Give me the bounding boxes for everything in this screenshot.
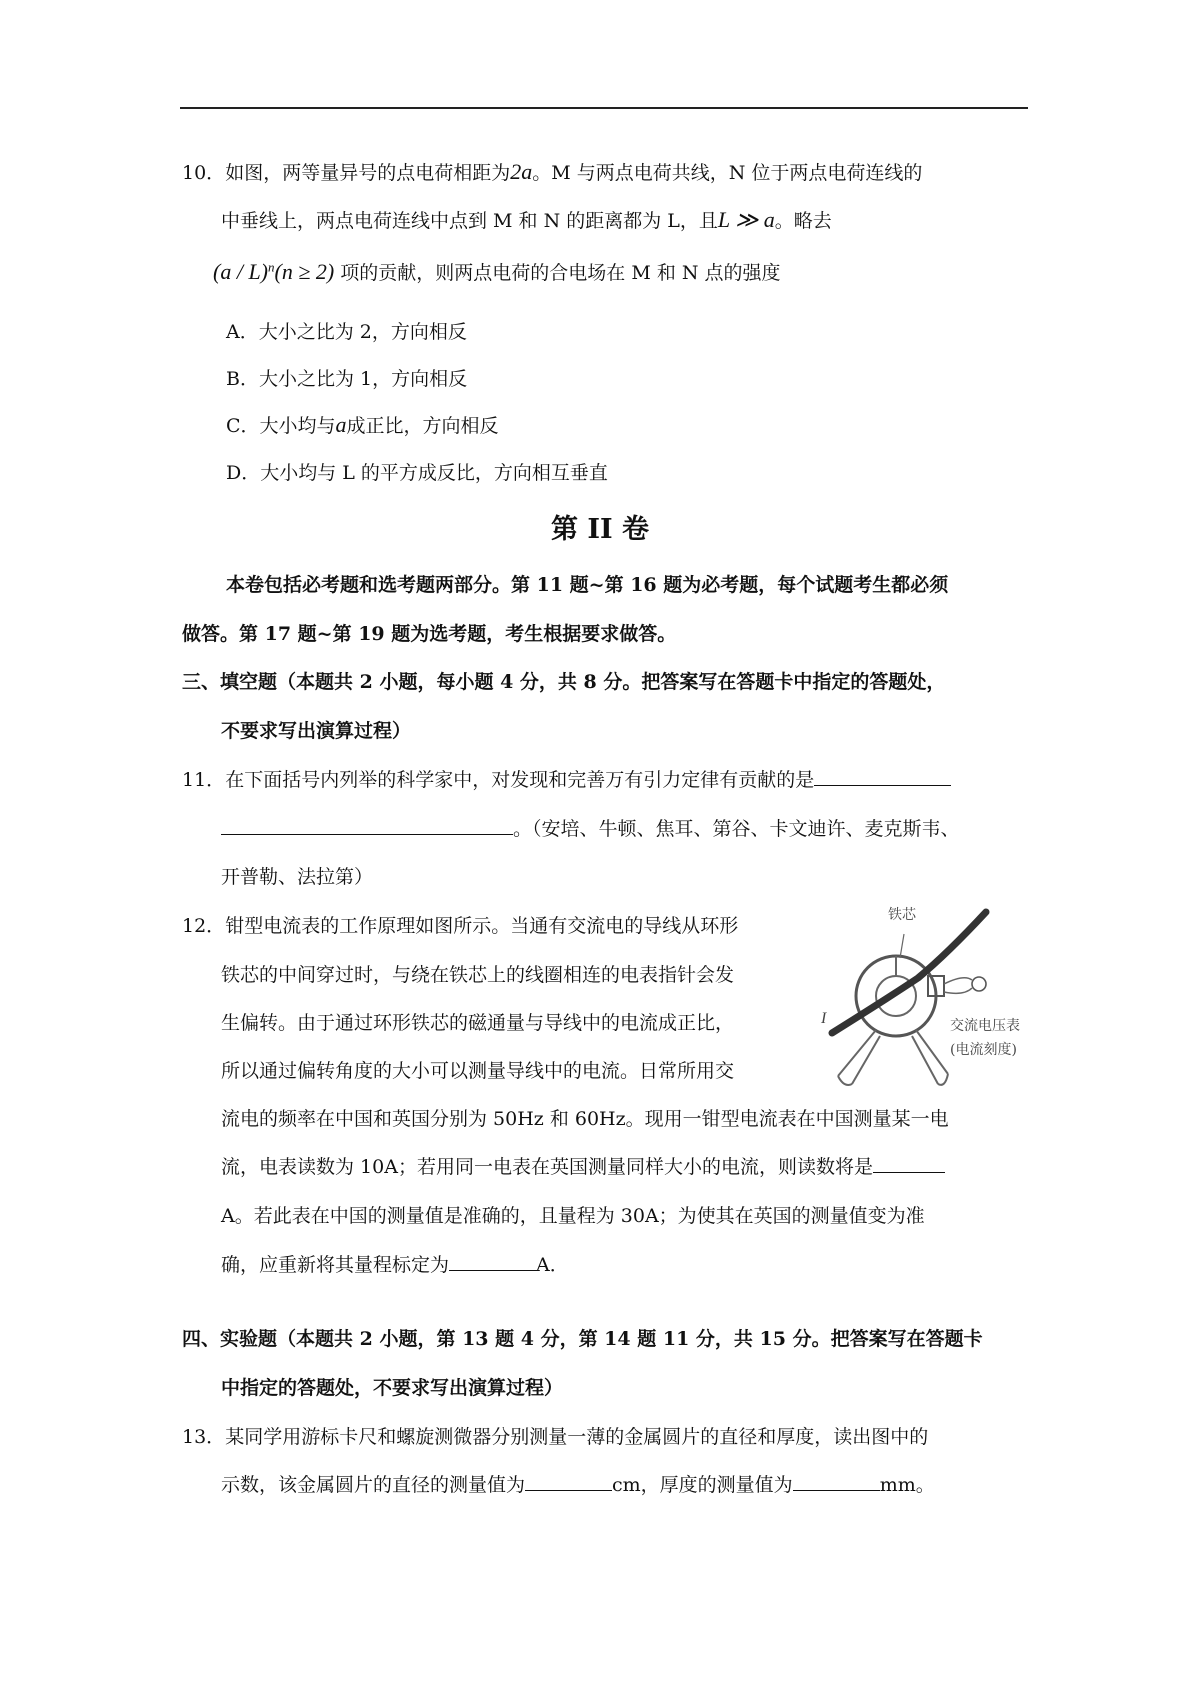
q12-line-3: 生偏转。由于通过环形铁芯的磁通量与导线中的电流成正比， [221, 1012, 735, 1034]
part4-heading-2: 中指定的答题处，不要求写出演算过程） [221, 1377, 564, 1399]
part3-heading-2: 不要求写出演算过程） [221, 720, 412, 742]
section-title: 第 II 卷 [550, 514, 650, 545]
label-current-i: I [821, 1010, 827, 1027]
clamp-meter-diagram [818, 898, 1050, 1093]
q12-line-1: 12．钳型电流表的工作原理如图所示。当通有交流电的导线从环形 [182, 911, 738, 938]
answer-blank [449, 1253, 536, 1271]
q13-line-2: 示数，该金属圆片的直径的测量值为 cm，厚度的测量值为 mm。 [221, 1474, 935, 1496]
answer-blank [814, 768, 951, 786]
answer-blank [793, 1473, 880, 1491]
q12-line-4: 所以通过偏转角度的大小可以测量导线中的电流。日常所用交 [221, 1060, 735, 1082]
q12-line-2: 铁芯的中间穿过时，与绕在铁芯上的线圈相连的电表指针会发 [221, 964, 735, 986]
q10-option-c: C．大小均与a成正比，方向相反 [226, 412, 499, 437]
q13-line-1: 13．某同学用游标卡尺和螺旋测微器分别测量一薄的金属圆片的直径和厚度，读出图中的 [182, 1422, 928, 1449]
q10-line-1: 10．如图，两等量异号的点电荷相距为2a。M 与两点电荷共线，N 位于两点电荷连线的 [182, 159, 923, 184]
math-superscript-n: n [268, 259, 275, 275]
q10-option-b: B．大小之比为 1，方向相反 [226, 368, 468, 390]
q13-number: 13． [182, 1426, 226, 1448]
q10-number: 10． [182, 162, 226, 184]
label-ac-voltmeter: 交流电压表 [950, 1018, 1020, 1034]
q11-number: 11． [182, 769, 226, 791]
math-2a: 2a [510, 159, 533, 184]
q12-line-7: A。若此表在中国的测量值是准确的，且量程为 30A；为使其在英国的测量值变为准 [221, 1205, 925, 1227]
q11-line-2: 。（安培、牛顿、焦耳、第谷、卡文迪许、麦克斯韦、 [221, 814, 960, 841]
answer-blank [525, 1473, 612, 1491]
q12-line-5: 流电的频率在中国和英国分别为 50Hz 和 60Hz。现用一钳型电流表在中国测量某一电 [221, 1108, 949, 1130]
q10-option-d: D．大小均与 L 的平方成反比，方向相互垂直 [226, 462, 608, 484]
part4-heading-1: 四、实验题（本题共 2 小题，第 13 题 4 分，第 14 题 11 分，共 15 分。把答案写在答题卡 [182, 1328, 983, 1350]
q10-line-3: (a / L)$^n$(n ≥ 2) 项的贡献，则两点电荷的合电场在 M 和 N 点的强度 [213, 259, 781, 284]
label-current-scale: (电流刻度) [950, 1042, 1017, 1058]
q12-line-6: 流，电表读数为 10A；若用同一电表在英国测量同样大小的电流，则读数将是 [221, 1152, 945, 1179]
q11-line-1: 11．在下面括号内列举的科学家中，对发现和完善万有引力定律有贡献的是 [182, 765, 951, 792]
q12-number: 12． [182, 915, 226, 937]
q11-line-3: 开普勒、法拉第） [221, 866, 374, 888]
answer-blank [873, 1155, 945, 1173]
part3-heading-1: 三、填空题（本题共 2 小题，每小题 4 分，共 8 分。把答案写在答题卡中指定的答题处， [182, 671, 946, 693]
math-l-much-greater-a: L ≫ a [717, 207, 775, 232]
answer-blank [221, 817, 513, 835]
header-rule [180, 107, 1028, 109]
q12-line-8: 确，应重新将其量程标定为 A． [221, 1254, 569, 1276]
clamp-meter-figure [818, 898, 1050, 1093]
section-intro-1: 本卷包括必考题和选考题两部分。第 11 题~第 16 题为必考题，每个试题考生都必须 [226, 574, 949, 596]
q10-option-a: A．大小之比为 2，方向相反 [226, 321, 467, 343]
math-a: a [335, 412, 347, 437]
math-n-ge-2: (n ≥ 2) [274, 259, 335, 284]
q10-line-2: 中垂线上，两点电荷连线中点到 M 和 N 的距离都为 L，且L ≫ a。略去 [221, 207, 832, 232]
math-a-over-l: (a / L) [213, 259, 268, 284]
section-intro-2: 做答。第 17 题~第 19 题为选考题，考生根据要求做答。 [182, 623, 677, 645]
label-iron-core: 铁芯 [888, 907, 916, 923]
